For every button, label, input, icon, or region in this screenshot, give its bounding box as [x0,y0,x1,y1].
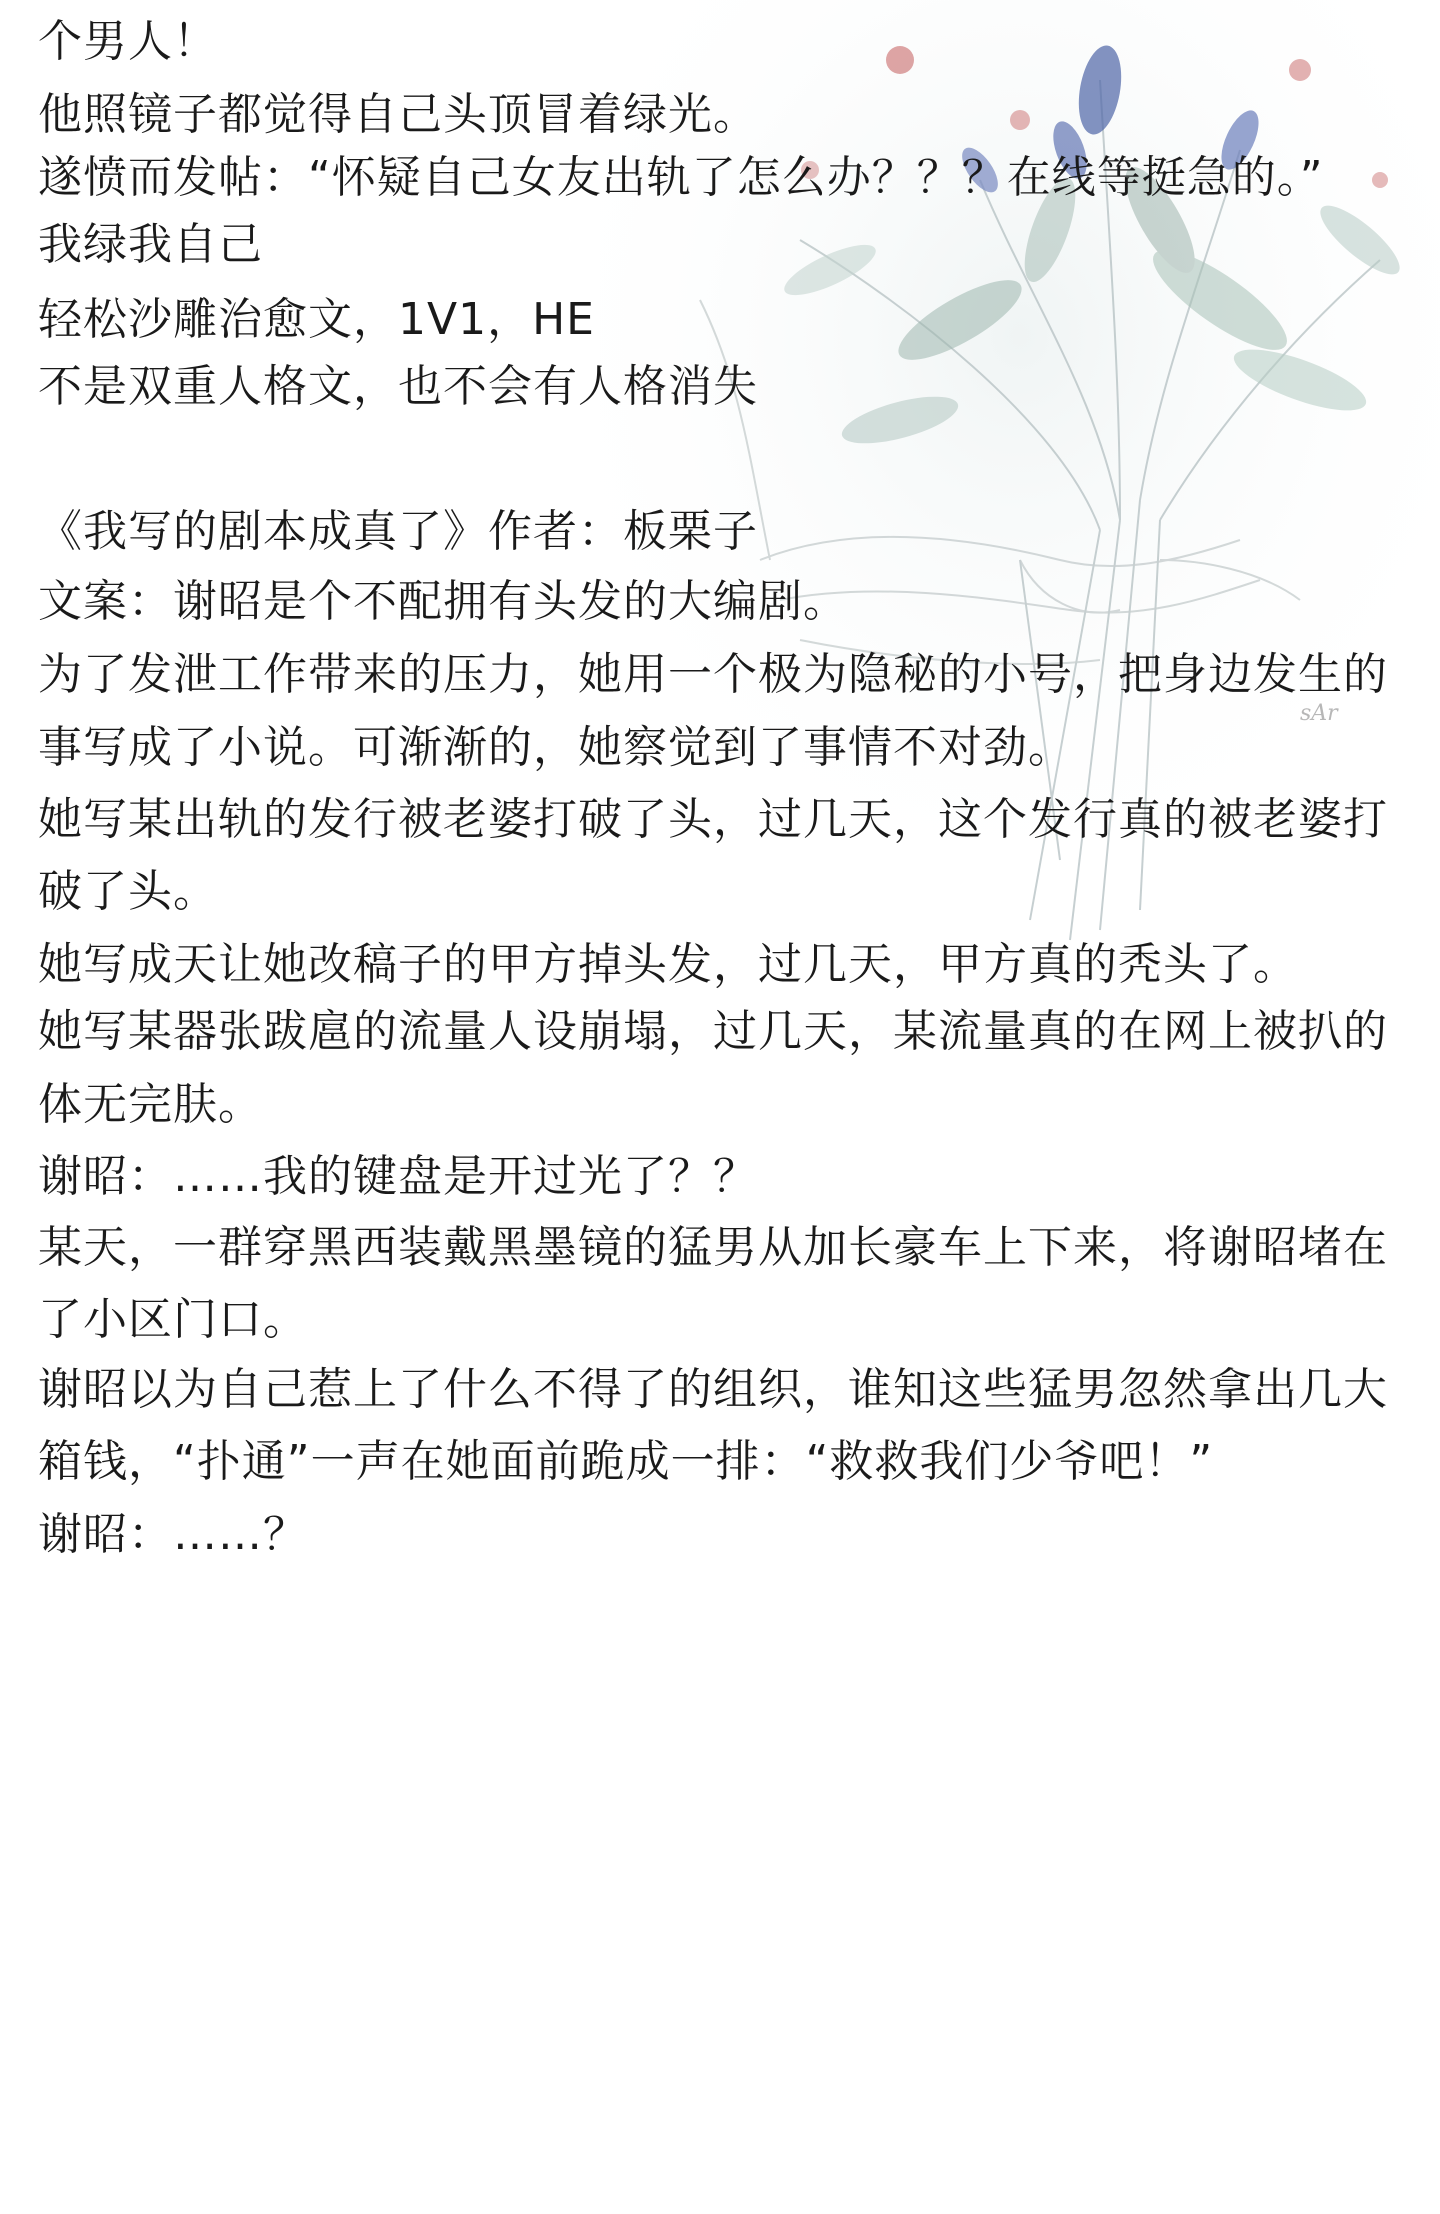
text-line: 我绿我自己 [38,219,263,270]
text-line: 为了发泄工作带来的压力，她用一个极为隐秘的小号，把身边发生的 [38,649,1388,700]
text-line: 不是双重人格文，也不会有人格消失 [38,361,758,412]
text-line: 谢昭：……？ [38,1509,308,1560]
text-line: 他照镜子都觉得自己头顶冒着绿光。 [38,89,758,140]
text-line: 体无完肤。 [38,1079,263,1130]
text-line: 轻松沙雕治愈文，1V1，HE [38,294,595,345]
text-line: 她写某器张跋扈的流量人设崩塌，过几天，某流量真的在网上被扒的 [38,1006,1388,1057]
text-line: 事写成了小说。可渐渐的，她察觉到了事情不对劲。 [38,722,1073,773]
text-line: 个男人！ [38,16,218,67]
text-line: 谢昭：……我的键盘是开过光了？？ [38,1151,758,1202]
text-line: 遂愤而发帖：“怀疑自己女友出轨了怎么办？？？在线等挺急的。” [38,152,1324,203]
text-line: 文案：谢昭是个不配拥有头发的大编剧。 [38,576,848,627]
text-line: 箱钱，“扑通”一声在她面前跪成一排：“救救我们少爷吧！” [38,1436,1214,1487]
text-line: 某天，一群穿黑西装戴黑墨镜的猛男从加长豪车上下来，将谢昭堵在 [38,1222,1388,1273]
text-line: 破了头。 [38,866,218,917]
text-line: 了小区门口。 [38,1294,308,1345]
text-line: 她写某出轨的发行被老婆打破了头，过几天，这个发行真的被老婆打 [38,794,1388,845]
svg-text:sAr: sAr [1300,701,1338,726]
text-line: 谢昭以为自己惹上了什么不得了的组织，谁知这些猛男忽然拿出几大 [38,1364,1388,1415]
book-title-line: 《我写的剧本成真了》作者：板栗子 [38,506,758,557]
text-line: 她写成天让她改稿子的甲方掉头发，过几天，甲方真的秃头了。 [38,939,1298,990]
